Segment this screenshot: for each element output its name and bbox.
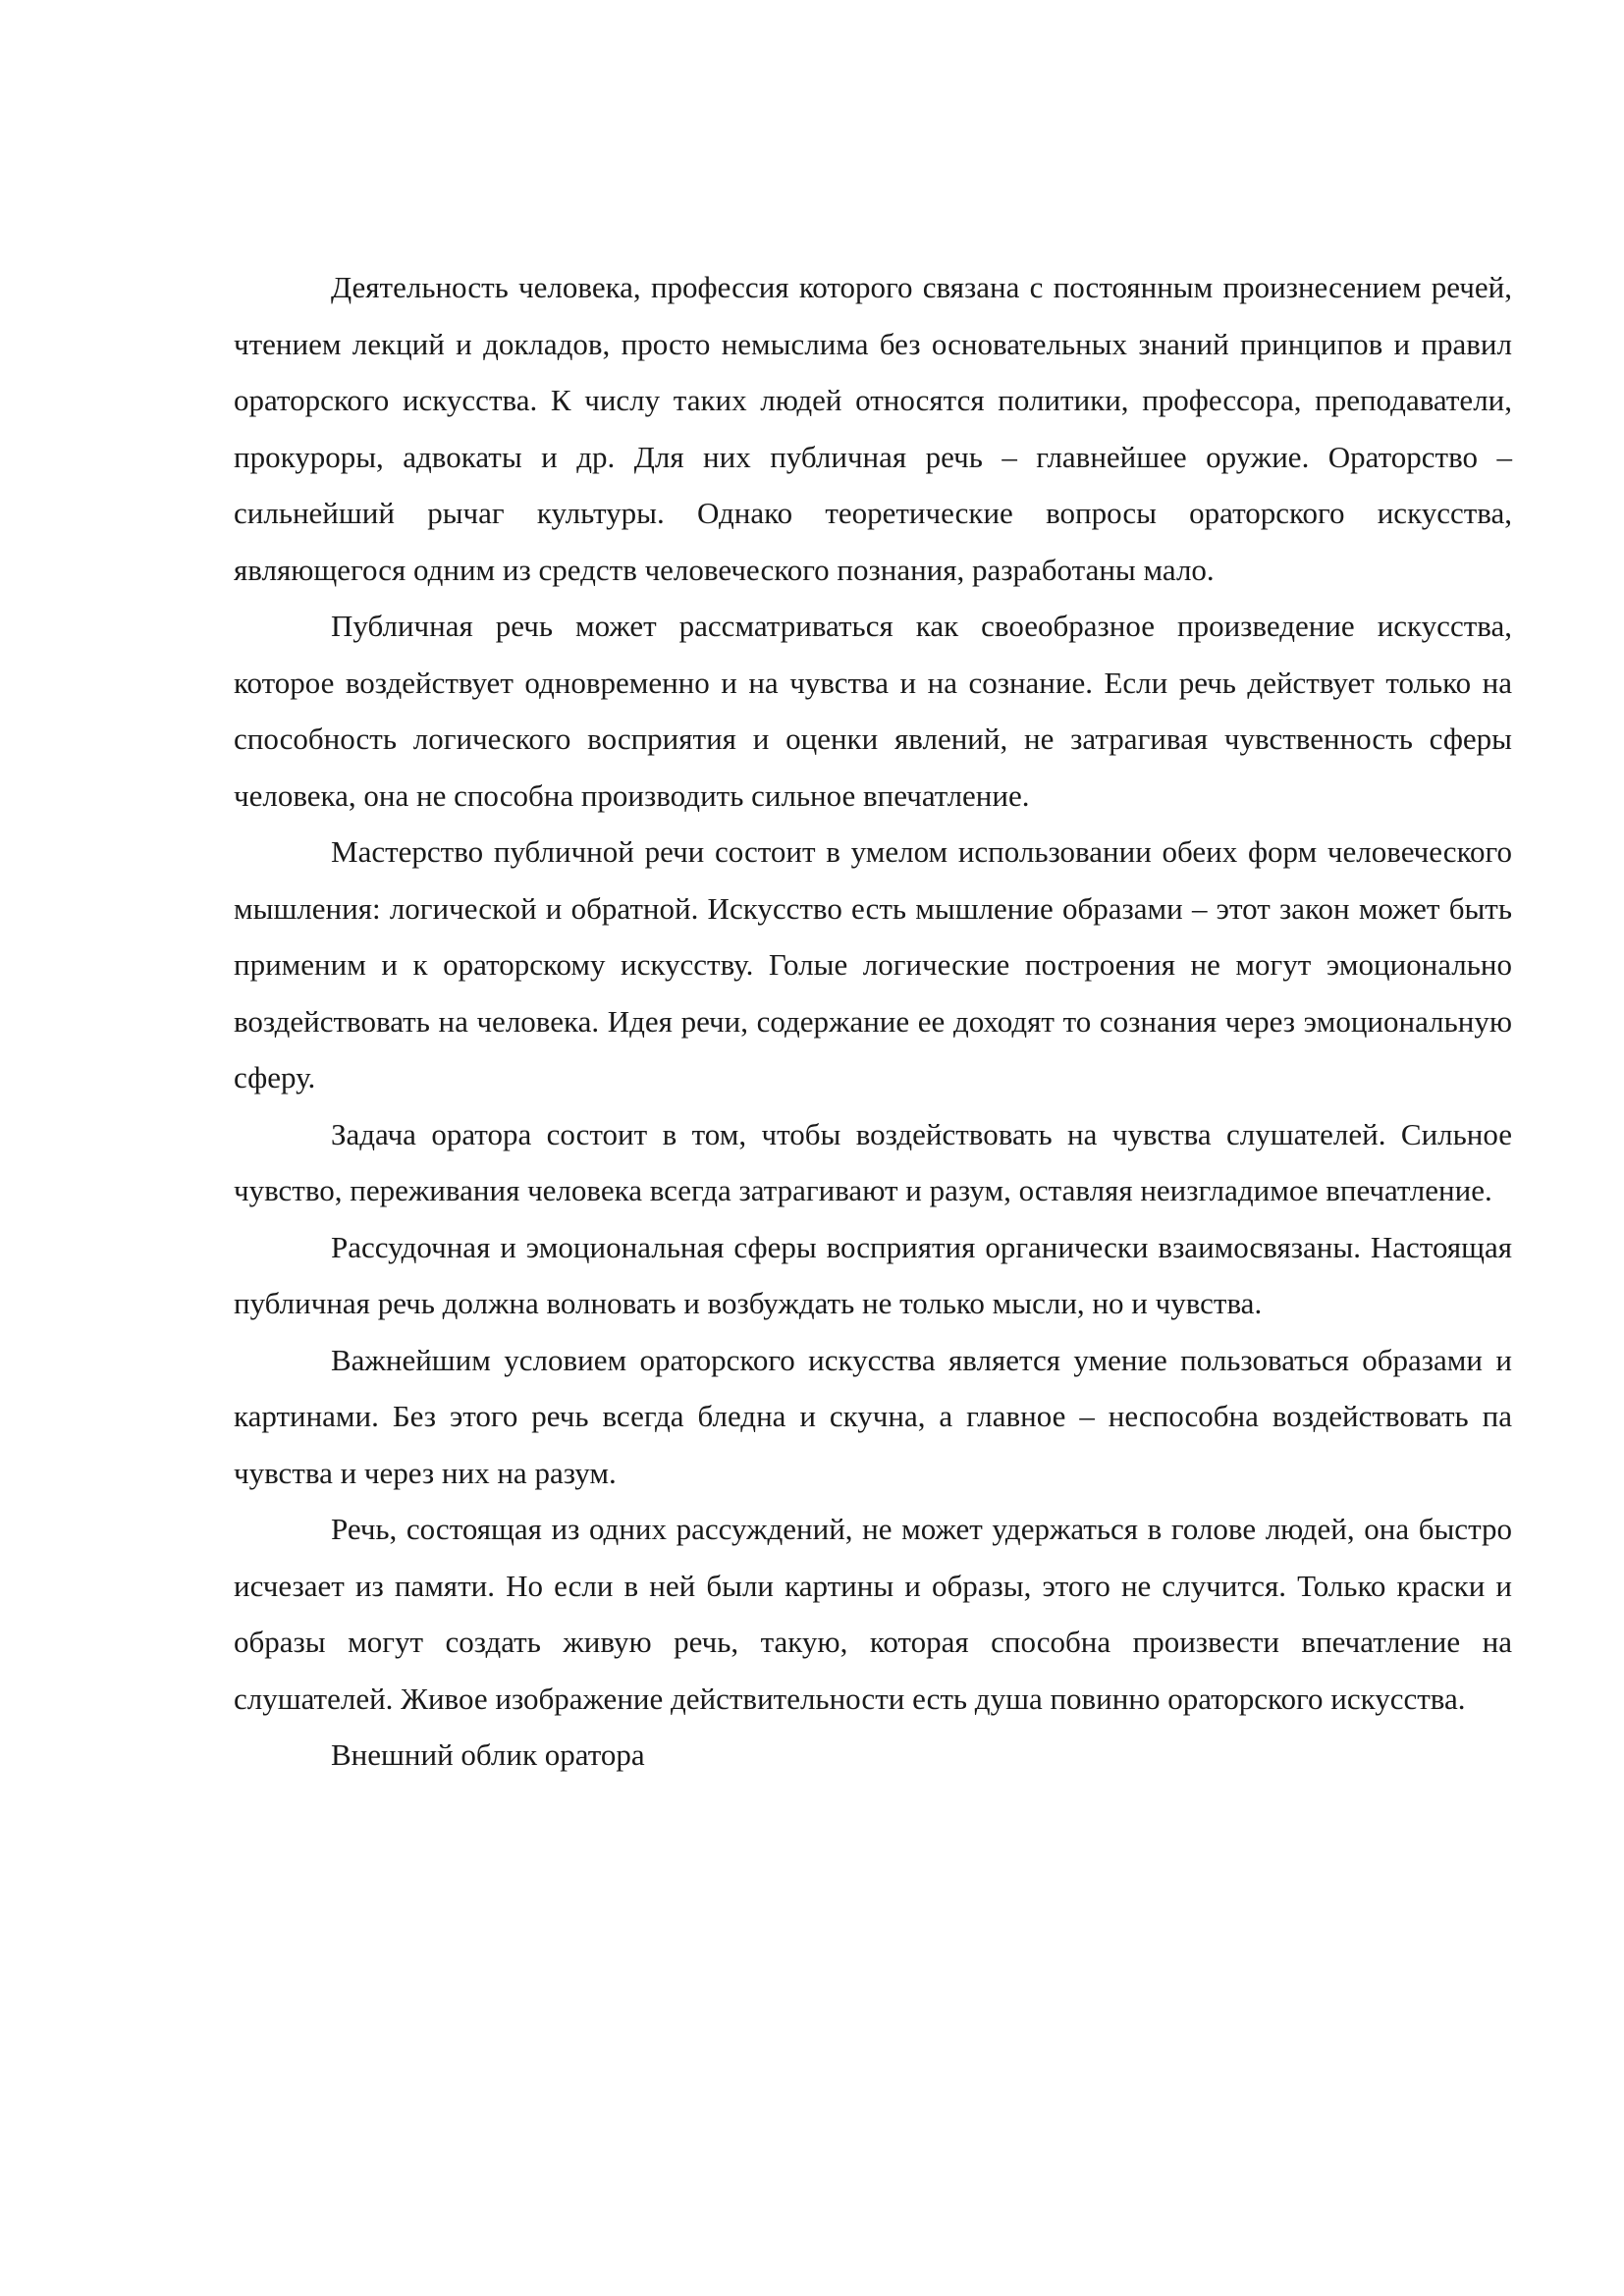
paragraph-5: Рассудочная и эмоциональная сферы восприятия органически взаимосвязаны. Настоящая публичная речь должна волновать и возбуждать не только мысли, но и чувства. <box>234 1229 1512 1320</box>
paragraph-7: Речь, состоящая из одних рассуждений, не может удержаться в голове людей, она быстро исчезает из памяти. Но если в ней были картины и образы, этого не случится. Только краски и образы могут создать живую речь, такую, которая способна произвести впечатление на слушателей. Живое изображение действительности есть душа повинно ораторского искусства. <box>234 1512 1512 1716</box>
paragraph-2: Публичная речь может рассматриваться как своеобразное произведение искусства, которое воздействует одновременно и на чувства и на сознание. Если речь действует только на способность логического восприятия и оценки явлений, не затрагивая чувственность сферы человека, она не способна производить сильное впечатление. <box>234 609 1512 813</box>
paragraph-4: Задача оратора состоит в том, чтобы воздействовать на чувства слушателей. Сильное чувство, переживания человека всегда затрагивают и разум, оставляя неизгладимое впечатление. <box>234 1116 1512 1207</box>
paragraph-3: Мастерство публичной речи состоит в умелом использовании обеих форм человеческого мышления: логической и обратной. Искусство есть мышление образами – этот закон может быть применим и к ораторскому искусству. Голые логические построения не могут эмоционально воздействовать на человека. Идея речи, содержание ее доходят то сознания через эмоциональную сферу. <box>234 834 1512 1095</box>
document-page <box>234 259 1512 1784</box>
section-heading: Внешний облик оратора <box>331 1737 645 1772</box>
paragraph-1: Деятельность человека, профессия которого связана с постоянным произнесением речей, чтением лекций и докладов, просто немыслима без основательных знаний принципов и правил ораторского искусства. К числу таких людей относятся политики, профессора, преподаватели, прокуроры, адвокаты и др. Для них публичная речь – главнейшее оружие. Ораторство – сильнейший рычаг культуры. Однако теоретические вопросы ораторского искусства, являющегося одним из средств человеческого познания, разработаны мало. <box>234 270 1512 587</box>
paragraph-6: Важнейшим условием ораторского искусства является умение пользоваться образами и картинами. Без этого речь всегда бледна и скучна, а главное – неспособна воздействовать па чувства и через них на разум. <box>234 1342 1512 1490</box>
